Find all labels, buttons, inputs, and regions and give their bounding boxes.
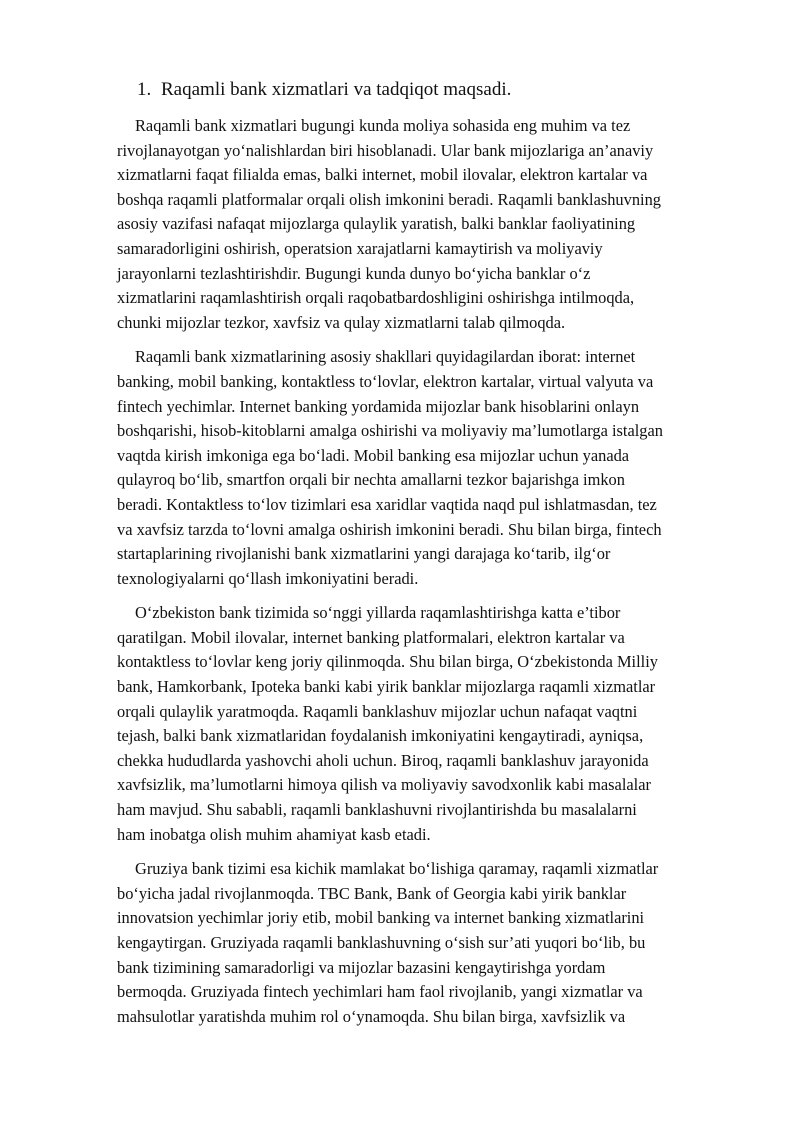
paragraph-line: boshqarishi, hisob-kitoblarni amalga oshirishi va moliyaviy ma’lumotlarga istalgan xyxy=(117,421,663,441)
paragraph-line: Gruziya bank tizimi esa kichik mamlakat bo‘lishiga qaramay, raqamli xizmatlar xyxy=(135,859,659,879)
paragraph-line: beradi. Kontaktless to‘lov tizimlari esa xaridlar vaqtida naqd pul ishlatmasdan, tez xyxy=(117,494,657,514)
paragraph-line: bermoqda. Gruziyada fintech yechimlari ham faol rivojlanib, yangi xizmatlar va xyxy=(117,982,643,1002)
document-page xyxy=(117,76,739,1039)
paragraph-line: jarayonlarni tezlashtirishdir. Bugungi kunda dunyo bo‘yicha banklar o‘z xyxy=(117,263,591,283)
paragraph-line: orqali qulaylik yaratmoqda. Raqamli banklashuv mijozlar uchun nafaqat vaqtni xyxy=(117,701,638,721)
paragraph-line: texnologiyalarni qo‘llash imkoniyatini beradi. xyxy=(117,568,419,588)
paragraph-line: va xavfsiz tarzda to‘lovni amalga oshirish imkonini beradi. Shu bilan birga, fintech xyxy=(117,519,662,539)
paragraph-line: bank tizimining samaradorligi va mijozlar bazasini kengaytirishga yordam xyxy=(117,957,606,977)
paragraph xyxy=(117,345,739,591)
paragraph-line: ham mavjud. Shu sababli, raqamli banklashuvni rivojlantirishda bu masalalarni xyxy=(117,800,637,820)
paragraph-line: innovatsion yechimlar joriy etib, mobil banking va internet banking xizmatlarini xyxy=(117,908,645,928)
paragraph-line: kontaktless to‘lovlar keng joriy qilinmoqda. Shu bilan birga, O‘zbekistonda Milliy xyxy=(117,652,658,672)
paragraph-line: boshqa raqamli platformalar orqali olish imkonini beradi. Raqamli banklashuvning xyxy=(117,189,661,209)
section-number: 1. xyxy=(137,79,152,100)
paragraph-line: vaqtda kirish imkoniga ega bo‘ladi. Mobil banking esa mijozlar uchun yanada xyxy=(117,445,630,465)
paragraph xyxy=(117,601,739,847)
paragraph-line: xizmatlarini raqamlashtirish orqali raqobatbardoshligini oshirishga intilmoqda, xyxy=(117,288,635,308)
body-text xyxy=(117,114,739,1029)
paragraph-line: tejash, balki bank xizmatlaridan foydalanish imkoniyatini kengaytiradi, ayniqsa, xyxy=(117,726,644,746)
paragraph xyxy=(117,114,739,335)
paragraph-line: chunki mijozlar tezkor, xavfsiz va qulay xizmatlarni talab qilmoqda. xyxy=(117,312,566,332)
paragraph-line: rivojlanayotgan yo‘nalishlardan biri hisoblanadi. Ular bank mijozlariga an’anaviy xyxy=(117,140,654,160)
paragraph-line: Raqamli bank xizmatlarining asosiy shakllari quyidagilardan iborat: internet xyxy=(135,347,636,367)
paragraph-line: banking, mobil banking, kontaktless to‘lovlar, elektron kartalar, virtual valyuta va xyxy=(117,371,654,391)
paragraph-line: xizmatlarni faqat filialda emas, balki internet, mobil ilovalar, elektron kartalar va xyxy=(117,165,648,185)
paragraph-line: chekka hududlarda yashovchi aholi uchun. Biroq, raqamli banklashuv jarayonida xyxy=(117,750,649,770)
paragraph-line: asosiy vazifasi nafaqat mijozlarga qulaylik yaratish, balki banklar faoliyatining xyxy=(117,214,636,234)
paragraph-line: kengaytirgan. Gruziyada raqamli banklashuvning o‘sish sur’ati yuqori bo‘lib, bu xyxy=(117,933,646,952)
paragraph-line: qaratilgan. Mobil ilovalar, internet banking platformalari, elektron kartalar va xyxy=(117,627,625,647)
paragraph-line: mahsulotlar yaratishda muhim rol o‘ynamoqda. Shu bilan birga, xavfsizlik va xyxy=(117,1006,626,1026)
paragraph-line: fintech yechimlar. Internet banking yordamida mijozlar bank hisoblarini onlayn xyxy=(117,396,640,416)
section-title: Raqamli bank xizmatlari va tadqiqot maqsadi. xyxy=(161,79,512,100)
section-heading xyxy=(117,76,739,104)
paragraph-line: startaplarining rivojlanishi bank xizmatlarini yangi darajaga ko‘tarib, ilg‘or xyxy=(117,544,611,564)
paragraph-line: qulayroq bo‘lib, smartfon orqali bir nechta amallarni tezkor bajarishga imkon xyxy=(117,470,625,490)
paragraph-line: O‘zbekiston bank tizimida so‘nggi yillarda raqamlashtirishga katta e’tibor xyxy=(135,603,621,623)
paragraph xyxy=(117,857,739,1029)
paragraph-line: ham inobatga olish muhim ahamiyat kasb etadi. xyxy=(117,824,431,844)
paragraph-line: samaradorligini oshirish, operatsion xarajatlarni kamaytirish va moliyaviy xyxy=(117,238,603,258)
paragraph-line: xavfsizlik, ma’lumotlarni himoya qilish va moliyaviy savodxonlik kabi masalalar xyxy=(117,775,651,795)
paragraph-line: bank, Hamkorbank, Ipoteka banki kabi yirik banklar mijozlarga raqamli xizmatlar xyxy=(117,677,656,697)
paragraph-line: Raqamli bank xizmatlari bugungi kunda moliya sohasida eng muhim va tez xyxy=(135,116,631,135)
paragraph-line: bo‘yicha jadal rivojlanmoqda. TBC Bank, Bank of Georgia kabi yirik banklar xyxy=(117,883,627,903)
